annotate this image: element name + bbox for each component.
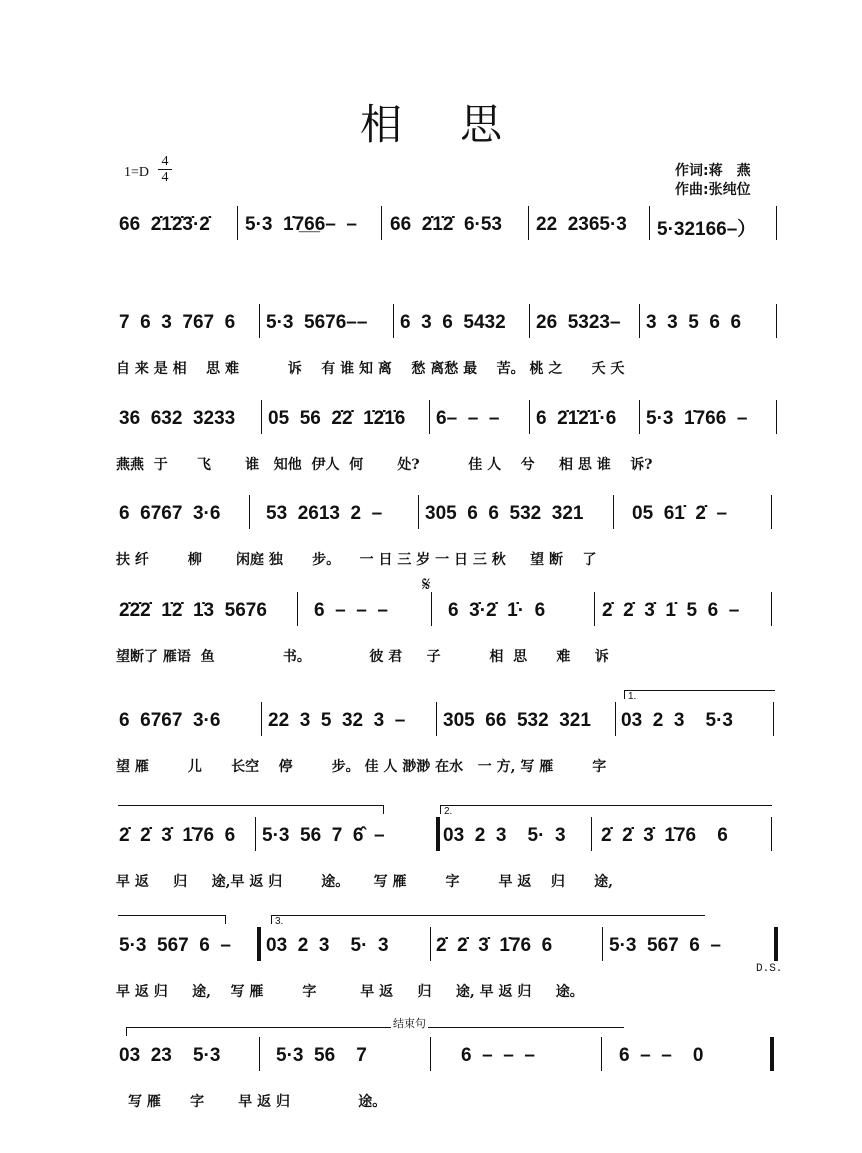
measure: 2̇ 2̇ 3̇ 1̇76 6	[436, 935, 553, 956]
barline	[771, 592, 772, 626]
barline	[528, 206, 529, 240]
barline	[639, 400, 640, 434]
volta-2-continued	[118, 915, 226, 924]
credits	[675, 162, 751, 200]
measure: 03 23 5·3	[119, 1045, 221, 1066]
measure: 3 3 5 6 6	[646, 312, 742, 333]
barline	[431, 592, 432, 626]
notes-line	[116, 1045, 776, 1073]
key-signature: 1=D	[124, 165, 150, 180]
measure: 7 6 3 767 6	[119, 312, 236, 333]
lyrics-line: 早 返 归 途,早 返 归 途。 写 雁 字 早 返 归 途,	[116, 874, 613, 890]
barline	[381, 206, 382, 240]
measure: 6 – – –	[461, 1045, 535, 1066]
repeat-end-barline	[774, 927, 778, 961]
lyrics-line: 扶 纤 柳 闲庭 独 步。 一 日 三 岁 一 日 三 秋 望 断 了	[116, 552, 597, 568]
measure: 2̇ 2̇ 3̇ 1̇ 5 6 –	[602, 600, 740, 621]
barline	[259, 304, 260, 338]
measure: 03 2 3 5· 3	[443, 825, 566, 846]
measure: 03 2 3 5· 3	[266, 935, 389, 956]
barline	[429, 400, 430, 434]
ending-phrase-label: 结束句	[393, 1017, 426, 1030]
volta-3: 3.	[271, 915, 705, 924]
barline	[529, 400, 530, 434]
measure: 2̇ 2̇ 3̇ 1̇76 6	[601, 825, 728, 846]
barline	[261, 702, 262, 736]
ds-marking: D.S.	[756, 963, 783, 975]
barline	[261, 400, 262, 434]
measure: 66 2̇1̇2̇3̇·2̇	[119, 214, 210, 235]
measure: 5·3 56 7 6̂ –	[262, 825, 385, 846]
measure: 5·32166–）	[657, 219, 757, 240]
barline	[602, 927, 603, 961]
lyrics-line: 望断了 雁语 鱼 书。 彼 君 子 相 思 难 诉	[116, 649, 609, 665]
repeat-end-barline	[436, 817, 440, 851]
barline	[393, 304, 394, 338]
barline	[771, 495, 772, 529]
measure: 6 – – –	[314, 600, 388, 621]
barline	[615, 702, 616, 736]
time-sig-bottom: 4	[158, 169, 172, 185]
ending-bracket	[126, 1027, 624, 1036]
final-barline	[770, 1037, 774, 1071]
notes-line	[116, 710, 776, 738]
measure: 5·3 56 7	[276, 1045, 367, 1066]
lyrics-line: 望 雁 儿 长空 停 步。 佳 人 渺渺 在水 一 方, 写 雁 字	[116, 759, 607, 775]
barline	[529, 304, 530, 338]
barline	[430, 1037, 431, 1071]
barline	[249, 495, 250, 529]
measure: 2̇2̇2̇ 1̇2̇ 1̇3 5676	[119, 600, 267, 621]
barline	[418, 495, 419, 529]
barline	[776, 206, 777, 240]
volta-2: 2.	[440, 805, 772, 814]
barline	[297, 592, 298, 626]
barline	[773, 702, 774, 736]
measure: 5·3 5676––	[266, 312, 368, 333]
measure: 6– – –	[436, 408, 500, 429]
barline	[649, 206, 650, 240]
measure: 6 3̇·2̇ 1̇· 6	[448, 600, 546, 621]
barline	[591, 817, 592, 851]
barline	[776, 400, 777, 434]
measure: 26 5323–	[536, 312, 621, 333]
measure: 305 6 6 532 321	[425, 503, 584, 524]
repeat-end-barline	[257, 927, 261, 961]
measure: 305 66 532 321	[443, 710, 591, 731]
barline	[237, 206, 238, 240]
barline	[776, 304, 777, 338]
barline	[436, 702, 437, 736]
measure: 05 61̇ 2̇ –	[632, 503, 728, 524]
measure: 5·3 1̇7̲6̲6– –	[245, 214, 357, 235]
lyrics-line: 早 返 归 途, 写 雁 字 早 返 归 途, 早 返 归 途。	[116, 984, 584, 1000]
lyricist: 作词:蒋 燕	[675, 163, 751, 179]
notes-line	[116, 503, 776, 531]
measure: 05 56 2̇2̇ 1̇2̇1̇6	[268, 408, 406, 429]
measure: 5·3 1̇766 –	[646, 408, 748, 429]
measure: 6 – – 0	[619, 1045, 704, 1066]
measure: 6 6767 3·6	[119, 710, 221, 731]
measure: 6 6767 3·6	[119, 503, 221, 524]
lyrics-line: 写 雁 字 早 返 归 途。	[128, 1094, 387, 1110]
barline	[430, 927, 431, 961]
measure: 5·3 567 6 –	[609, 935, 721, 956]
barline	[594, 592, 595, 626]
measure: 36 632 3233	[119, 408, 236, 429]
notes-line	[116, 214, 776, 242]
notes-line	[116, 408, 776, 436]
measure: 2̇ 2̇ 3̇ 1̇76 6	[119, 825, 236, 846]
measure: 66 2̇1̇2̇ 6·53	[390, 214, 502, 235]
barline	[601, 1037, 602, 1071]
measure: 03 2 3 5·3	[621, 710, 733, 731]
measure: 22 3 5 32 3 –	[268, 710, 406, 731]
notes-line	[116, 825, 776, 853]
barline	[255, 817, 256, 851]
notes-line	[116, 600, 776, 628]
volta-1: 1.	[624, 690, 775, 699]
barline	[639, 304, 640, 338]
barline	[771, 817, 772, 851]
lyrics-line: 自 来 是 相 思 难 诉 有 谁 知 离 愁 离愁 最 苦。 桃 之 夭 夭	[116, 361, 625, 377]
measure: 5·3 567 6 –	[119, 935, 231, 956]
segno-icon: 𝄋	[422, 572, 431, 596]
notes-line	[116, 935, 776, 963]
song-title: 相思	[359, 100, 560, 149]
barline	[613, 495, 614, 529]
composer: 作曲:张纯位	[675, 182, 751, 198]
measure: 6 3 6 5432	[400, 312, 506, 333]
time-signature	[158, 154, 172, 185]
notes-line	[116, 312, 776, 340]
lyrics-line: 燕燕 于 飞 谁 知他 伊人 何 处? 佳 人 兮 相 思 谁 诉?	[116, 457, 653, 473]
volta-1-continued	[118, 805, 384, 814]
measure: 22 2365·3	[536, 214, 627, 235]
measure: 6 2̇1̇2̇1̇·6	[536, 408, 617, 429]
time-sig-top: 4	[161, 154, 169, 169]
measure: 53 2613 2 –	[266, 503, 383, 524]
barline	[259, 1037, 260, 1071]
